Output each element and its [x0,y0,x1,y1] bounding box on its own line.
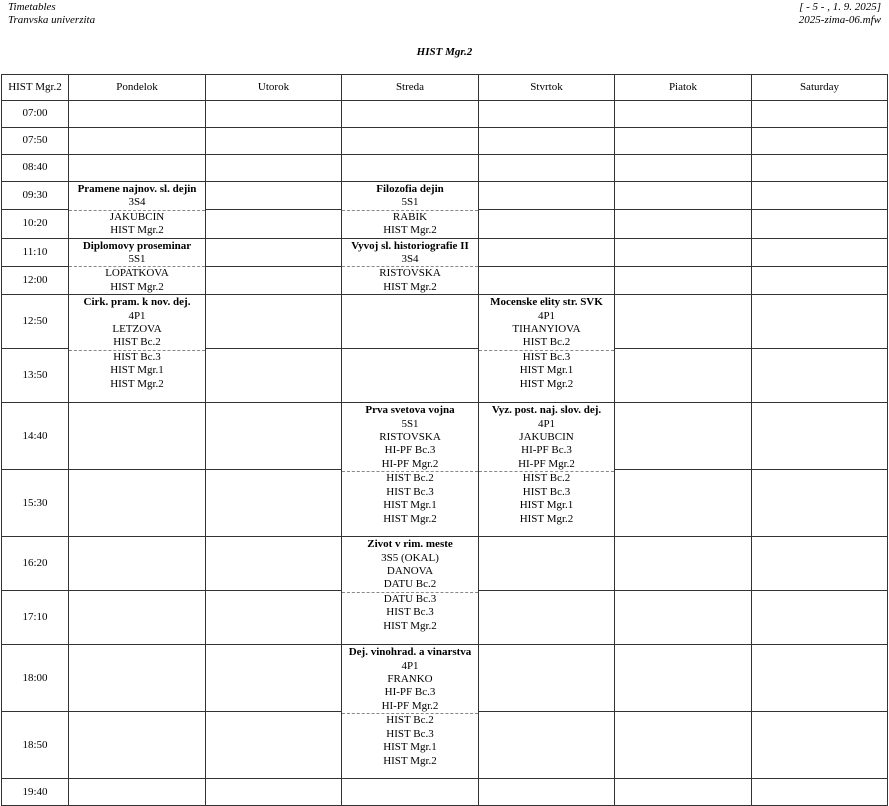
empty-cell [69,712,206,779]
event-teacher: LETZOVA [112,323,162,336]
empty-cell [479,128,615,155]
timetable [1,74,888,806]
event-title: Vyz. post. naj. slov. dej. [491,404,602,417]
empty-cell [342,295,479,349]
event-cell[interactable] [69,238,206,295]
empty-cell [206,238,342,266]
university-name: Tranvska univerzita [8,14,96,26]
empty-cell [479,101,615,128]
empty-cell [206,537,342,591]
time-row [2,403,888,470]
event-group: HIST Mgr.2 [383,754,437,767]
empty-cell [615,128,752,155]
empty-cell [206,128,342,155]
time-label: 13:50 [2,349,69,403]
event-room: 5S1 [401,196,419,209]
empty-cell [206,295,342,349]
event-title: Diplomovy proseminar [82,239,192,252]
empty-cell [615,712,752,779]
empty-cell [752,349,888,403]
time-label: 12:00 [2,266,69,294]
event-group: HIST Bc.2 [342,713,478,727]
empty-cell [752,266,888,294]
empty-cell [206,712,342,779]
empty-cell [206,155,342,182]
event-title: Cirk. pram. k nov. dej. [83,296,191,309]
event-room: 4P1 [537,417,556,430]
event-group: HIST Mgr.2 [519,377,574,390]
event-group: HIST Mgr.2 [383,619,437,632]
empty-cell [752,210,888,238]
event-teacher: JAKUBCIN [519,431,574,444]
event-room: 5S1 [401,417,419,430]
empty-cell [479,238,615,266]
empty-cell [615,295,752,349]
empty-cell [479,266,615,294]
empty-cell [615,266,752,294]
empty-cell [615,591,752,645]
time-row [2,128,888,155]
event-title: Dej. vinohrad. a vinarstva [348,646,472,659]
empty-cell [206,645,342,712]
event-group: HIST Mgr.1 [519,499,574,512]
event-teacher: RABIK [342,210,478,224]
time-label: 18:00 [2,645,69,712]
empty-cell [69,470,206,537]
event-group: HIST Mgr.2 [110,280,164,293]
header-left [8,1,95,27]
empty-cell [69,403,206,470]
empty-cell [479,779,615,806]
empty-cell [479,645,615,712]
time-row [2,238,888,266]
empty-cell [342,128,479,155]
empty-cell [206,779,342,806]
time-row [2,155,888,182]
time-label: 15:30 [2,470,69,537]
empty-cell [752,403,888,470]
event-group: HIST Mgr.2 [383,280,437,293]
empty-cell [206,349,342,403]
print-date: [ - 5 - , 1. 9. 2025] [799,1,881,13]
column-header-wednesday: Streda [342,75,479,101]
time-row [2,645,888,712]
event-teacher: TIHANYIOVA [512,323,581,336]
event-room: 5S1 [128,253,146,266]
event-teacher: FRANKO [387,673,433,686]
column-header-thursday: Stvrtok [479,75,615,101]
empty-cell [752,155,888,182]
event-group: HIST Bc.3 [386,606,434,619]
event-group: HIST Bc.2 [113,336,161,349]
empty-cell [752,128,888,155]
event-group: HIST Bc.3 [386,485,434,498]
event-group: HIST Mgr.2 [383,512,437,525]
empty-cell [615,238,752,266]
empty-cell [342,349,479,403]
event-cell[interactable] [342,645,479,779]
time-label: 18:50 [2,712,69,779]
event-cell[interactable] [342,238,479,295]
event-cell[interactable] [479,403,615,537]
event-cell[interactable] [69,295,206,403]
event-room: 4P1 [537,309,556,322]
event-group: HIST Bc.2 [342,471,478,485]
empty-cell [752,101,888,128]
time-label: 07:00 [2,101,69,128]
empty-cell [69,537,206,591]
empty-cell [752,182,888,210]
column-header-friday: Piatok [615,75,752,101]
time-label: 17:10 [2,591,69,645]
event-teacher: JAKUBCIN [69,210,205,224]
event-teacher: RISTOVSKA [379,431,441,444]
event-group: HIST Bc.2 [522,336,571,349]
event-title: Prva svetova vojna [365,404,455,417]
event-group: HIST Mgr.2 [110,224,164,237]
event-group: HIST Mgr.1 [519,364,574,377]
time-label: 19:40 [2,779,69,806]
empty-cell [479,182,615,210]
column-header-monday: Pondelok [69,75,206,101]
empty-cell [615,537,752,591]
event-room: 4P1 [128,309,146,322]
empty-cell [615,779,752,806]
time-row [2,101,888,128]
app-name: Timetables [8,1,56,13]
time-row [2,779,888,806]
empty-cell [342,779,479,806]
column-header-saturday: Saturday [752,75,888,101]
empty-cell [752,712,888,779]
event-group: HI-PF Bc.3 [521,444,572,457]
column-header-tuesday: Utorok [206,75,342,101]
empty-cell [206,101,342,128]
event-title: Filozofia dejin [376,183,444,195]
event-group: DATU Bc.3 [342,592,478,606]
event-teacher: LOPATKOVA [69,266,205,280]
event-group: HIST Bc.3 [69,350,205,364]
empty-cell [752,645,888,712]
event-group: HI-PF Mgr.2 [381,699,439,712]
empty-cell [206,266,342,294]
empty-cell [752,470,888,537]
empty-cell [479,712,615,779]
time-label: 14:40 [2,403,69,470]
event-cell[interactable] [479,295,615,403]
event-group: HI-PF Bc.3 [384,444,436,457]
time-label: 10:20 [2,210,69,238]
empty-cell [615,182,752,210]
time-row [2,182,888,210]
event-cell[interactable] [342,403,479,537]
event-group: HIST Mgr.2 [110,377,164,390]
time-label: 12:50 [2,295,69,349]
empty-cell [69,645,206,712]
event-group: HIST Bc.2 [479,471,614,485]
empty-cell [479,591,615,645]
empty-cell [615,349,752,403]
event-group: HIST Mgr.1 [110,364,164,377]
event-group: HIST Mgr.1 [383,741,437,754]
empty-cell [342,101,479,128]
event-group: HI-PF Bc.3 [384,686,436,699]
empty-cell [206,470,342,537]
empty-cell [206,403,342,470]
event-group: HIST Mgr.1 [383,499,437,512]
event-group: HIST Bc.3 [386,727,434,740]
page-title: HIST Mgr.2 [416,46,473,58]
empty-cell [69,101,206,128]
empty-cell [615,101,752,128]
empty-cell [342,155,479,182]
event-title: Pramene najnov. sl. dejin [77,183,197,195]
header-right [799,1,881,27]
event-room: 3S4 [128,196,146,209]
empty-cell [752,779,888,806]
empty-cell [752,537,888,591]
event-room: 4P1 [401,659,419,672]
empty-cell [615,470,752,537]
event-teacher: RISTOVSKA [342,266,478,280]
event-group: HIST Mgr.2 [383,224,437,237]
event-group: HI-PF Mgr.2 [381,457,439,470]
column-header: HIST Mgr.2 [2,75,69,101]
event-group: HIST Bc.3 [522,485,571,498]
time-label: 09:30 [2,182,69,210]
event-room: 3S5 (OKAL) [381,551,439,564]
empty-cell [69,128,206,155]
empty-cell [752,591,888,645]
empty-cell [206,591,342,645]
time-label: 11:10 [2,238,69,266]
event-title: Zivot v rim. meste [367,538,453,551]
event-title: Mocenske elity str. SVK [490,296,603,309]
empty-cell [206,210,342,238]
event-title: Vyvoj sl. historiografie II [351,239,469,252]
event-group: HI-PF Mgr.2 [518,457,575,470]
empty-cell [479,155,615,182]
empty-cell [615,645,752,712]
event-group: HIST Bc.3 [479,350,614,364]
file-name: 2025-zima-06.mfw [798,14,881,26]
empty-cell [752,238,888,266]
empty-cell [615,403,752,470]
time-label: 07:50 [2,128,69,155]
header-row [2,75,888,101]
empty-cell [479,537,615,591]
empty-cell [479,210,615,238]
time-row [2,537,888,591]
empty-cell [206,182,342,210]
empty-cell [69,779,206,806]
event-room: 3S4 [401,253,419,266]
event-cell[interactable] [342,537,479,645]
empty-cell [69,591,206,645]
empty-cell [69,155,206,182]
event-cell[interactable] [69,182,206,239]
empty-cell [752,295,888,349]
event-group: HIST Mgr.2 [519,512,574,525]
event-teacher: DANOVA [386,565,434,578]
empty-cell [615,155,752,182]
time-label: 16:20 [2,537,69,591]
time-row [2,295,888,349]
event-group: DATU Bc.2 [383,578,437,591]
time-label: 08:40 [2,155,69,182]
event-cell[interactable] [342,182,479,239]
empty-cell [615,210,752,238]
